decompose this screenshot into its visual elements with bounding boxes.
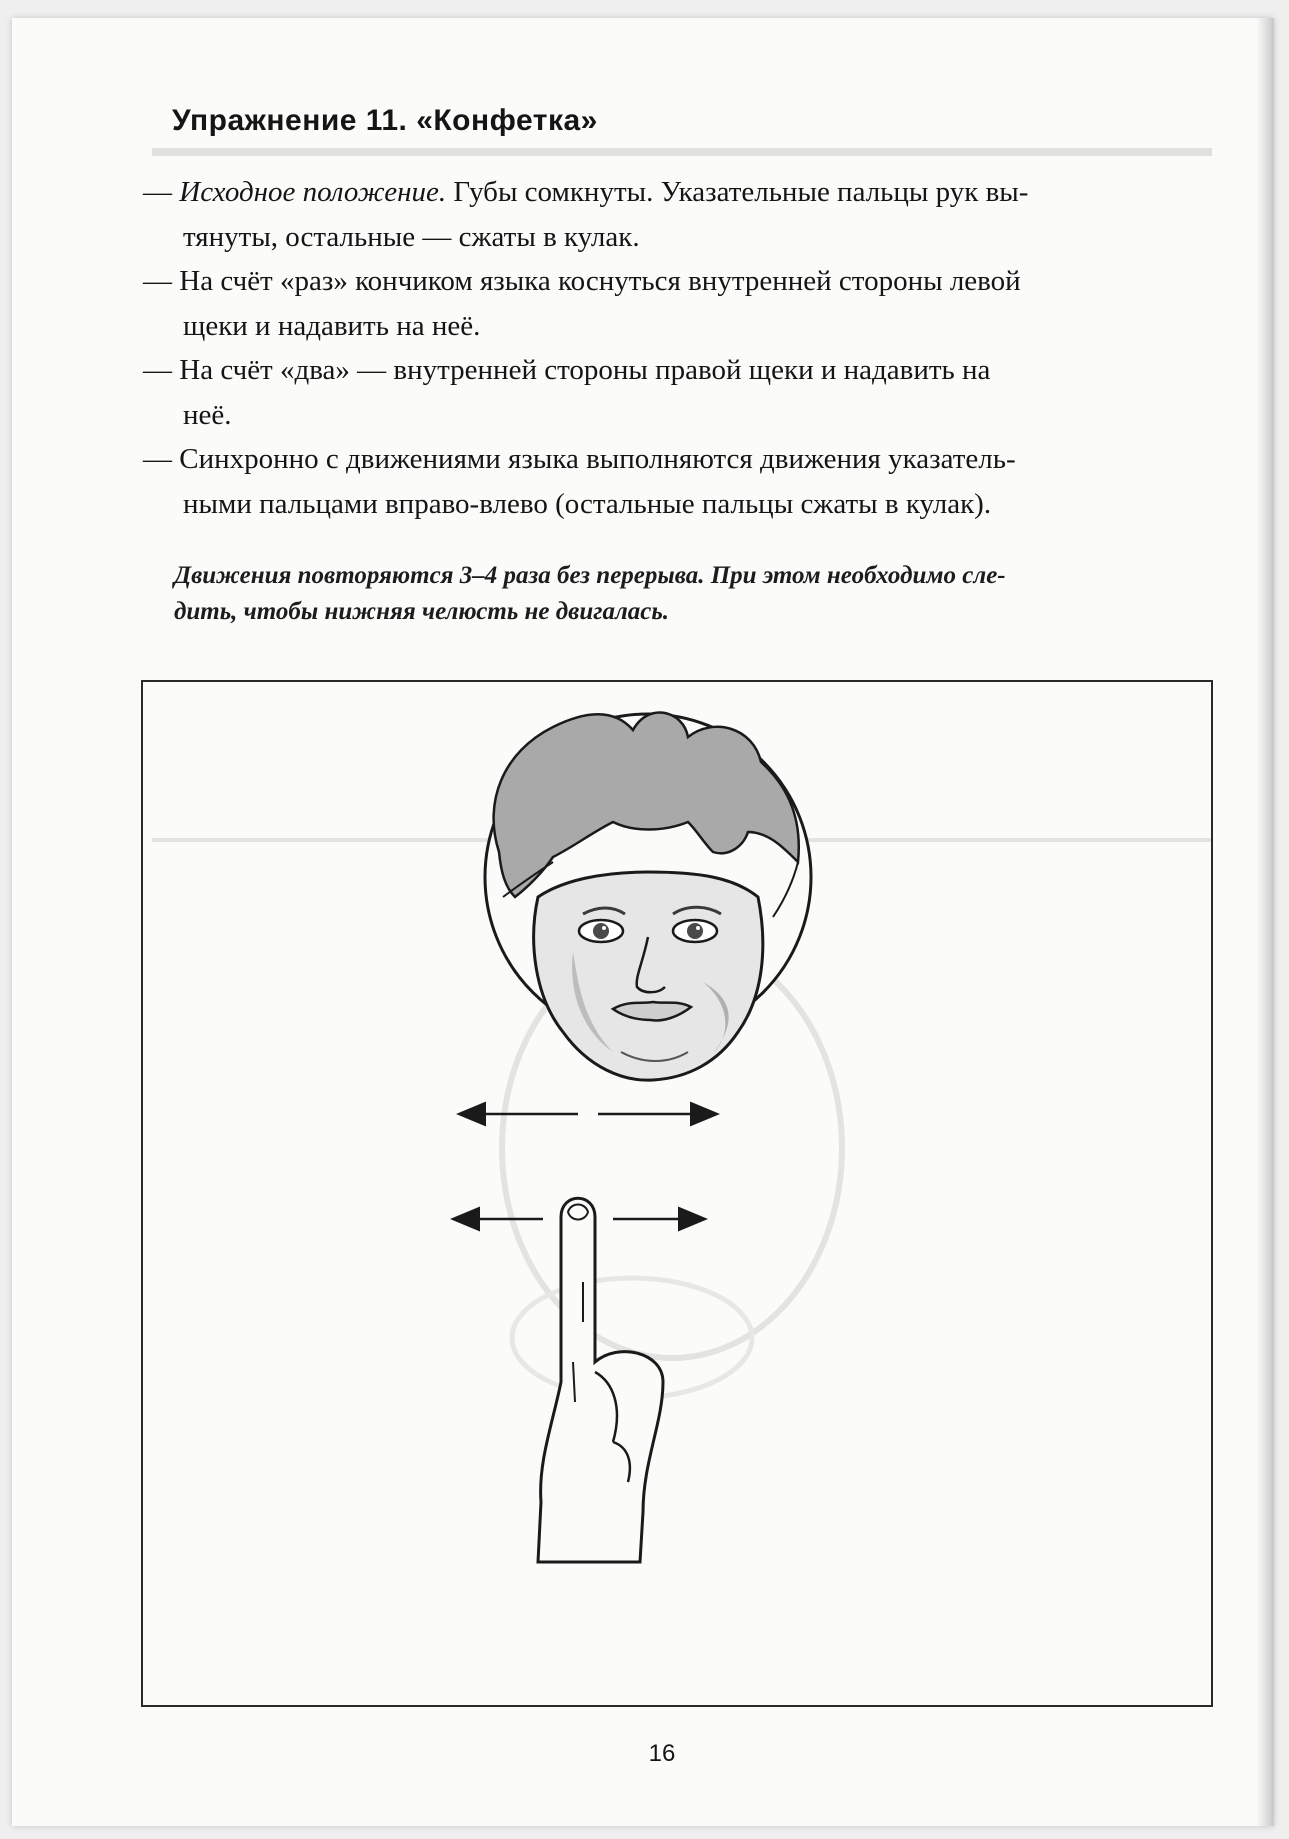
instruction-line: — Исходное положение. Губы сомкнуты. Указательные пальцы рук вы-: [143, 176, 1029, 208]
instruction-line: — Синхронно с движениями языка выполняются движения указатель-: [143, 443, 1016, 475]
left-eye: [579, 920, 623, 942]
exercise-note: Движения повторяются 3–4 раза без перерыва. При этом необходимо сле- дить, чтобы нижняя челюсть не двигалась.: [174, 562, 1006, 625]
child-head: [485, 712, 811, 1080]
instruction-line: — На счёт «раз» кончиком языка коснуться внутренней стороны левой: [143, 265, 1021, 297]
page-spine-shadow: [1256, 18, 1274, 1826]
right-eye: [673, 920, 717, 942]
exercise-instructions: [143, 170, 1213, 526]
instruction-line: щеки и надавить на неё.: [183, 309, 481, 342]
exercise-illustration: [143, 682, 1211, 1705]
illustration-frame: [141, 680, 1213, 1707]
book-page: [12, 18, 1274, 1826]
pointing-hand-icon: [538, 1198, 663, 1562]
instruction-line: — На счёт «два» — внутренней стороны правой щеки и надавить на: [143, 354, 991, 386]
face-shape: [534, 872, 763, 1080]
instruction-line: неё.: [183, 398, 232, 431]
page-number: 16: [648, 1740, 676, 1767]
exercise-title: Упражнение 11. «Конфетка»: [172, 104, 598, 137]
instruction-line: тянуты, остальные — сжаты в кулак.: [183, 220, 640, 253]
instruction-line: ными пальцами вправо-влево (остальные пальцы сжаты в кулак).: [183, 487, 992, 520]
